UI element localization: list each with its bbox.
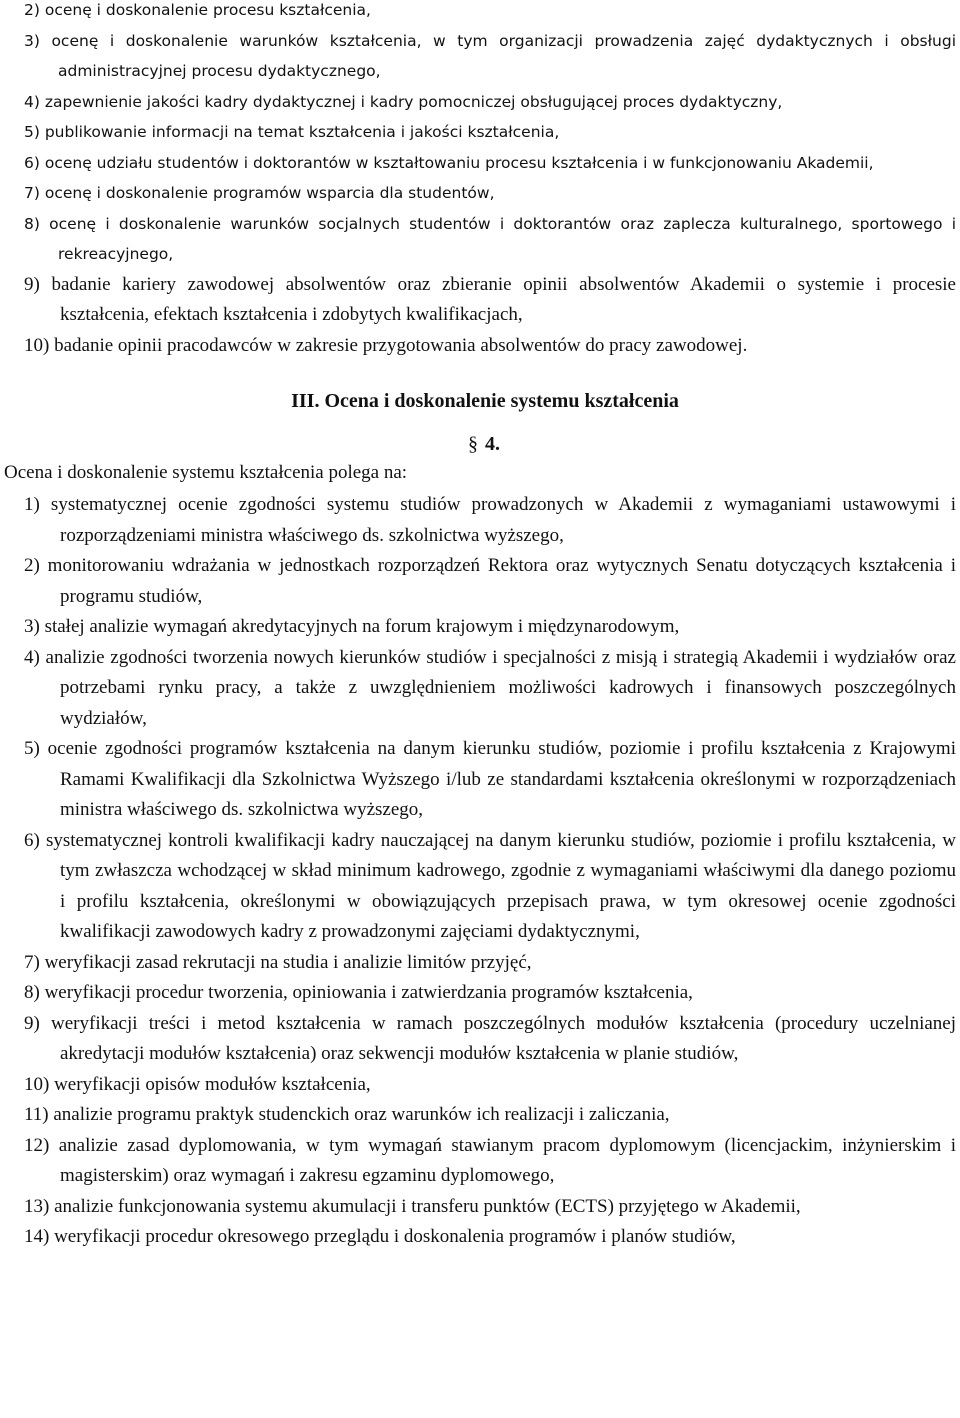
- goals-list-continued-serif: [0, 270, 956, 362]
- section-lead-paragraph: Ocena i doskonalenie systemu kształcenia polega na:: [4, 462, 408, 483]
- list-item: 2) ocenę i doskonalenie procesu kształcenia,: [24, 1, 371, 19]
- list-item: 1) systematycznej ocenie zgodności systemu studiów prowadzonych w Akademii z wymaganiami ustawowymi i rozporządzeniami ministra właściwego ds. szkolnictwa wyższego,: [24, 494, 956, 546]
- list-item: 8) ocenę i doskonalenie warunków socjalnych studentów i doktorantów oraz zaplecza kulturalnego, sportowego i rekreacyjnego,: [24, 214, 956, 263]
- list-item: 6) systematycznej kontroli kwalifikacji kadry nauczającej na danym kierunku studiów, poziomie i profilu kształcenia, w tym zwłaszcza wchodzącej w skład minimum kadrowego, zgodnie z wymaganiami właściwymi dla danego poziomu i profilu kształcenia, określonymi w obowiązujących przepisach prawa, w tym okresowej ocenie zgodności kwalifikacji zawodowych kadry z prowadzonymi zajęciami dydaktycznymi,: [24, 829, 956, 942]
- list-item: 8) weryfikacji procedur tworzenia, opiniowania i zatwierdzania programów kształcenia,: [24, 982, 693, 1003]
- list-item: 10) weryfikacji opisów modułów kształcenia,: [24, 1073, 371, 1095]
- section-heading: III. Ocena i doskonalenie systemu kształcenia: [291, 390, 679, 412]
- list-item: 13) analizie funkcjonowania systemu akumulacji i transferu punktów (ECTS) przyjętego w Akademii,: [24, 1195, 801, 1217]
- list-item: 12) analizie zasad dyplomowania, w tym wymagań stawianym pracom dyplomowym (licencjackim, inżynierskim i magisterskim) oraz wymagań i zakresu egzaminu dyplomowego,: [24, 1134, 956, 1186]
- list-item: 3) ocenę i doskonalenie warunków kształcenia, w tym organizacji prowadzenia zajęć dydaktycznych i obsługi administracyjnej procesu dydaktycznego,: [24, 31, 956, 80]
- list-item: 5) publikowanie informacji na temat kształcenia i jakości kształcenia,: [24, 123, 560, 141]
- list-item: 7) weryfikacji zasad rekrutacji na studia i analizie limitów przyjęć,: [24, 951, 532, 973]
- list-item: 10) badanie opinii pracodawców w zakresie przygotowania absolwentów do pracy zawodowej.: [24, 334, 748, 356]
- list-item: 9) badanie kariery zawodowej absolwentów oraz zbieranie opinii absolwentów Akademii o systemie i procesie kształcenia, efektach kształcenia i zdobytych kwalifikacjach,: [24, 273, 956, 325]
- evaluation-list: [0, 490, 956, 1253]
- paragraph-symbol: §: [468, 433, 478, 455]
- goals-list-continued: [0, 0, 956, 270]
- list-item: 2) monitorowaniu wdrażania w jednostkach rozporządzeń Rektora oraz wytycznych Senatu dotyczących kształcenia i programu studiów,: [24, 555, 956, 607]
- list-item: 3) stałej analizie wymagań akredytacyjnych na forum krajowym i międzynarodowym,: [24, 616, 680, 637]
- list-item: 9) weryfikacji treści i metod kształcenia w ramach poszczególnych modułów kształcenia (procedury uczelnianej akredytacji modułów kształcenia) oraz sekwencji modułów kształcenia w planie studiów,: [24, 1012, 956, 1064]
- list-item: 5) ocenie zgodności programów kształcenia na danym kierunku studiów, poziomie i profilu kształcenia z Krajowymi Ramami Kwalifikacji dla Szkolnictwa Wyższego i/lub ze standardami kształcenia określonymi w rozporządzeniach ministra właściwego ds. szkolnictwa wyższego,: [24, 738, 956, 820]
- paragraph-number: 4.: [485, 433, 500, 455]
- list-item: 6) ocenę udziału studentów i doktorantów w kształtowaniu procesu kształcenia i w funkcjonowaniu Akademii,: [24, 153, 874, 172]
- list-item: 14) weryfikacji procedur okresowego przeglądu i doskonalenia programów i planów studiów,: [24, 1226, 736, 1247]
- list-item: 4) analizie zgodności tworzenia nowych kierunków studiów i specjalności z misją i strategią Akademii i wydziałów oraz potrzebami rynku pracy, a także z uwzględnieniem możliwości kadrowych i finansowych poszczególnych wydziałów,: [24, 646, 956, 729]
- list-item: 7) ocenę i doskonalenie programów wsparcia dla studentów,: [24, 184, 495, 202]
- list-item: 4) zapewnienie jakości kadry dydaktycznej i kadry pomocniczej obsługującej proces dydaktyczny,: [24, 92, 783, 111]
- paragraph-marker: [0, 430, 956, 458]
- list-item: 11) analizie programu praktyk studenckich oraz warunków ich realizacji i zaliczania,: [24, 1104, 670, 1125]
